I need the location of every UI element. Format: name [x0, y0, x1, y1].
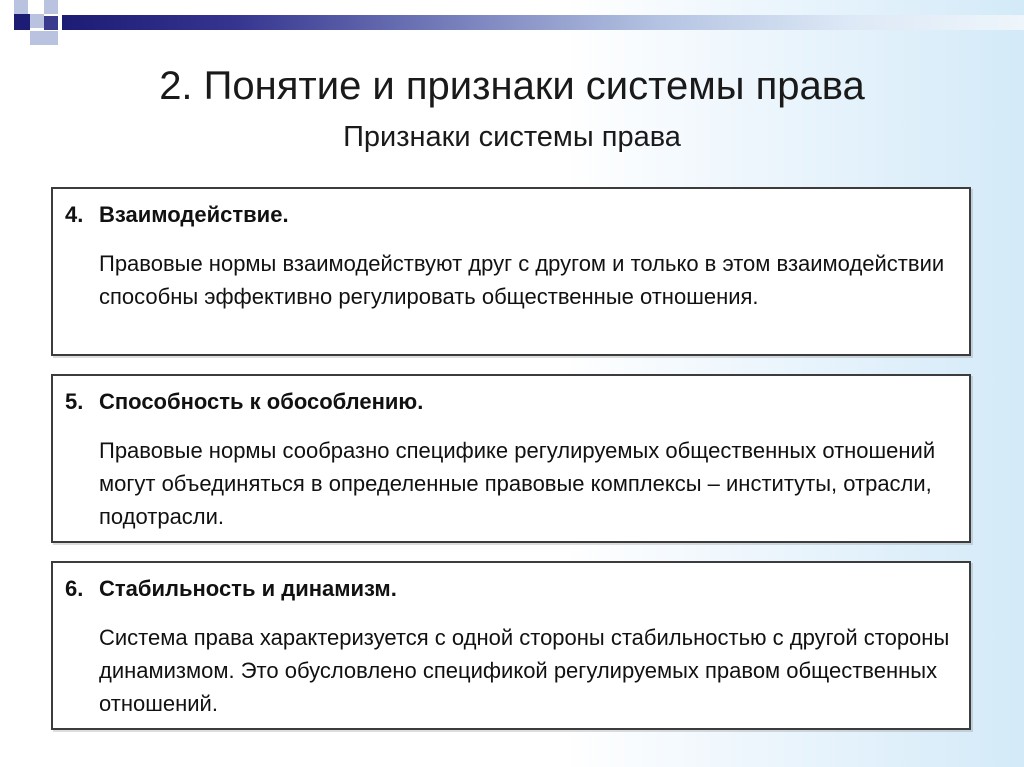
feature-card-separation — [51, 374, 971, 543]
card-text: Правовые нормы сообразно специфике регулируемых общественных отношений могут объединяться в определенные правовые комплексы – институты, отрасли, подотрасли. — [99, 438, 936, 529]
header-gradient-bar — [62, 15, 1024, 30]
deco-square — [0, 0, 12, 12]
card-number: 4. — [65, 202, 84, 227]
feature-card-stability — [51, 561, 971, 730]
slide-title: 2. Понятие и признаки системы права — [159, 64, 865, 108]
deco-square — [44, 31, 58, 45]
slide-subtitle: Признаки системы права — [343, 121, 681, 153]
deco-square — [30, 31, 44, 45]
card-title: Стабильность и динамизм. — [99, 576, 397, 601]
deco-square — [44, 16, 58, 30]
deco-square — [14, 14, 30, 30]
card-text: Система права характеризуется с одной стороны стабильностью с другой стороны динамизмом. Это обусловлено спецификой регулируемых правом общественных отношений. — [99, 625, 950, 716]
card-title: Способность к обособлению. — [99, 389, 424, 414]
deco-square — [44, 0, 58, 14]
card-number: 5. — [65, 389, 84, 414]
card-heading — [65, 388, 423, 416]
card-heading — [65, 201, 289, 229]
card-heading — [65, 575, 397, 603]
decorative-squares — [0, 0, 1024, 60]
card-number: 6. — [65, 576, 84, 601]
feature-card-interaction — [51, 187, 971, 356]
card-text: Правовые нормы взаимодействуют друг с другом и только в этом взаимодействии способны эффективно регулировать общественные отношения. — [99, 251, 945, 309]
deco-square — [14, 0, 28, 14]
card-title: Взаимодействие. — [99, 202, 289, 227]
deco-square — [30, 14, 44, 28]
